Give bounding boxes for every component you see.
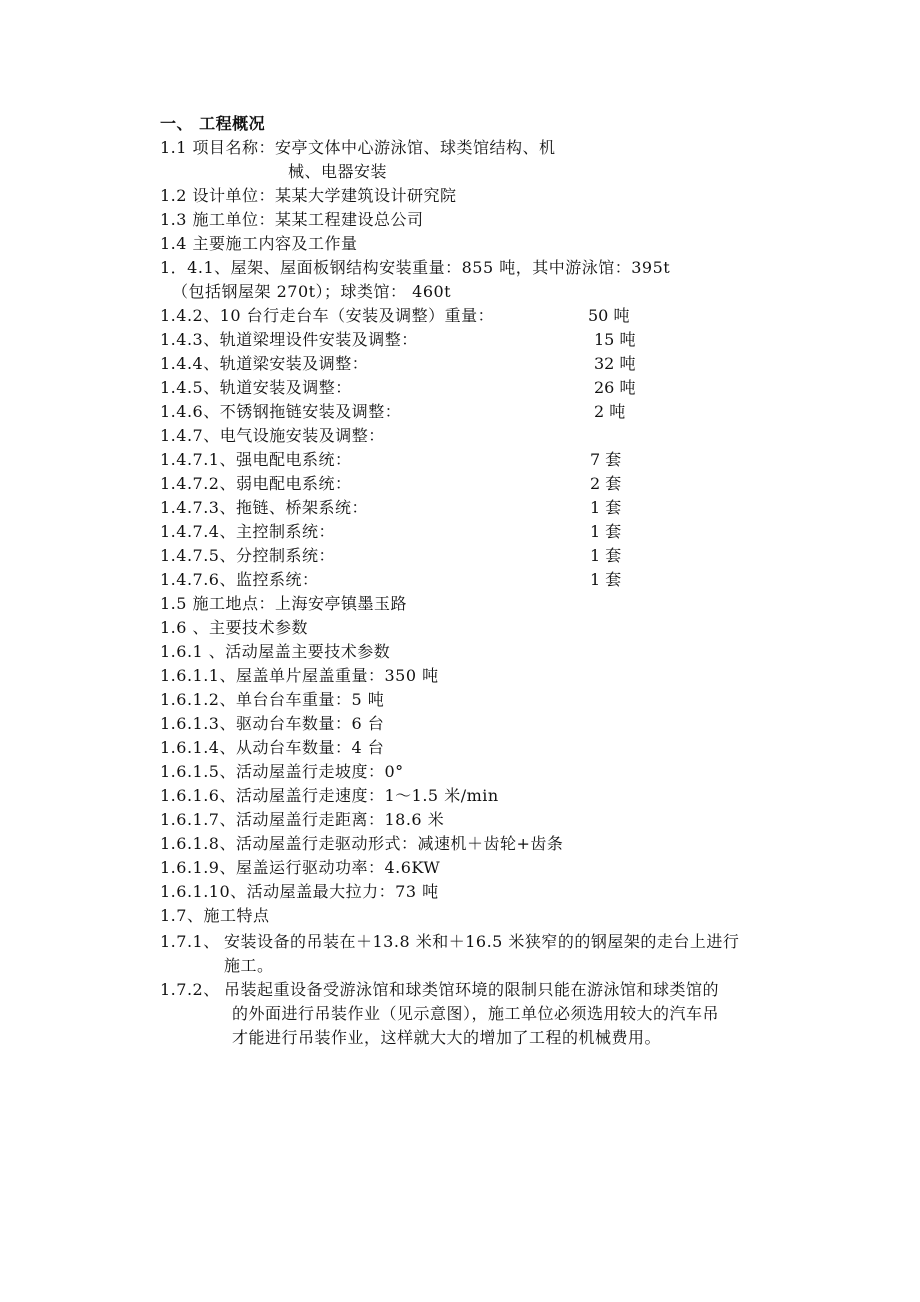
- work-item-value: 1 套: [590, 522, 622, 541]
- feature-text: 安装设备的吊装在＋13.8 米和＋16.5 米狭窄的的钢屋架的走台上进行: [224, 932, 740, 951]
- work-item-value: 26 吨: [594, 378, 636, 397]
- work-item-value: 2 套: [590, 474, 622, 493]
- work-item-label: 1.4.2、10 台行走台车（安装及调整）重量：: [160, 306, 495, 325]
- construction-unit: 1.3 施工单位：某某工程建设总公司: [160, 210, 424, 229]
- construction-features-heading: 1.7、施工特点: [160, 906, 270, 925]
- feature-text-continued: 施工。: [224, 956, 274, 975]
- param-item: 1.6.1.8、活动屋盖行走驱动形式：减速机＋齿轮+齿条: [160, 834, 564, 853]
- design-unit: 1.2 设计单位：某某大学建筑设计研究院: [160, 186, 457, 205]
- construction-site: 1.5 施工地点：上海安亭镇墨玉路: [160, 594, 408, 613]
- tech-params-heading: 1.6 、主要技术参数: [160, 618, 309, 637]
- param-item: 1.6.1.10、活动屋盖最大拉力：73 吨: [160, 882, 439, 901]
- work-item-label: 1.4.6、不锈钢拖链安装及调整：: [160, 402, 402, 421]
- work-item-label: 1.4.7.3、拖链、桥架系统：: [160, 498, 368, 517]
- work-item-value: 1 套: [590, 570, 622, 589]
- work-item-label: 1.4.3、轨道梁埋设件安装及调整：: [160, 330, 418, 349]
- feature-text-continued: 才能进行吊装作业，这样就大大的增加了工程的机械费用。: [232, 1028, 662, 1047]
- param-item: 1.6.1.4、从动台车数量：4 台: [160, 738, 385, 757]
- work-item-label: 1.4.7.4、主控制系统：: [160, 522, 335, 541]
- work-item-label: 1.4.7.2、弱电配电系统：: [160, 474, 352, 493]
- steel-structure-weight-continued: （包括钢屋架 270t）；球类馆： 460t: [172, 282, 452, 301]
- feature-text-continued: 的外面进行吊装作业（见示意图），施工单位必须选用较大的汽车吊: [232, 1004, 720, 1023]
- param-item: 1.6.1.3、驱动台车数量：6 台: [160, 714, 385, 733]
- work-item-value: 1 套: [590, 546, 622, 565]
- param-item: 1.6.1.1、屋盖单片屋盖重量：350 吨: [160, 666, 439, 685]
- feature-text: 吊装起重设备受游泳馆和球类馆环境的限制只能在游泳馆和球类馆的: [224, 980, 720, 999]
- work-item-label: 1.4.7、电气设施安装及调整：: [160, 426, 385, 445]
- work-item-value: 15 吨: [594, 330, 636, 349]
- work-item-label: 1.4.5、轨道安装及调整：: [160, 378, 352, 397]
- work-item-value: 7 套: [590, 450, 622, 469]
- project-name: 1.1 项目名称：安亭文体中心游泳馆、球类馆结构、机: [160, 138, 556, 157]
- work-item-label: 1.4.4、轨道梁安装及调整：: [160, 354, 369, 373]
- param-item: 1.6.1.2、单台台车重量：5 吨: [160, 690, 385, 709]
- work-item-label: 1.4.7.6、监控系统：: [160, 570, 319, 589]
- main-work-heading: 1.4 主要施工内容及工作量: [160, 234, 358, 253]
- param-item: 1.6.1.7、活动屋盖行走距离：18.6 米: [160, 810, 445, 829]
- feature-number: 1.7.1、: [160, 932, 220, 951]
- work-item-value: 32 吨: [594, 354, 636, 373]
- param-item: 1.6.1.9、屋盖运行驱动功率：4.6KW: [160, 858, 441, 877]
- work-item-label: 1.4.7.5、分控制系统：: [160, 546, 335, 565]
- work-item-value: 2 吨: [594, 402, 626, 421]
- work-item-value: 1 套: [590, 498, 622, 517]
- project-name-continued: 械、电器安装: [288, 162, 388, 181]
- work-item-label: 1.4.7.1、强电配电系统：: [160, 450, 352, 469]
- roof-params-heading: 1.6.1 、活动屋盖主要技术参数: [160, 642, 391, 661]
- steel-structure-weight: 1．4.1、屋架、屋面板钢结构安装重量：855 吨，其中游泳馆：395t: [160, 258, 671, 277]
- section-title: 一、 工程概况: [160, 114, 266, 133]
- work-item-value: 50 吨: [588, 306, 630, 325]
- param-item: 1.6.1.5、活动屋盖行走坡度：0°: [160, 762, 404, 781]
- param-item: 1.6.1.6、活动屋盖行走速度：1～1.5 米/min: [160, 786, 499, 805]
- feature-number: 1.7.2、: [160, 980, 220, 999]
